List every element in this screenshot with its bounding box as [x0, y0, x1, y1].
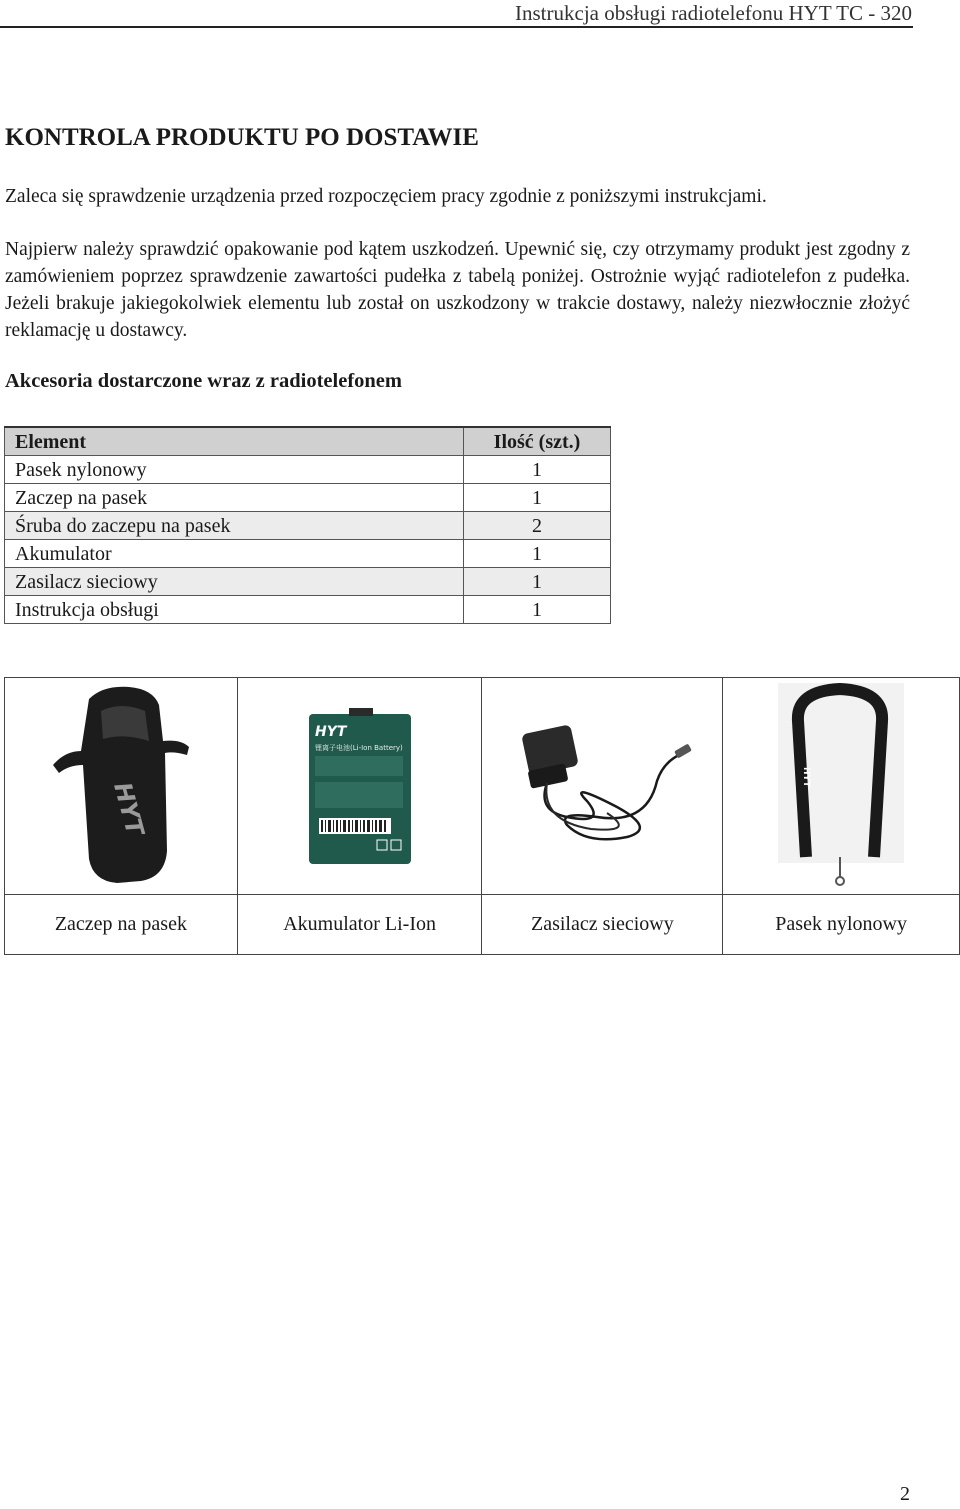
lanyard-image: [776, 681, 906, 891]
header-rule: [0, 26, 913, 28]
battery-image: [305, 706, 415, 866]
table-row: [5, 484, 611, 512]
item-quantity: 1: [464, 484, 611, 512]
item-quantity: 1: [464, 568, 611, 596]
item-quantity: 2: [464, 512, 611, 540]
caption-power-adapter: Zasilacz sieciowy: [482, 895, 723, 955]
item-name: Śruba do zaczepu na pasek: [5, 512, 464, 540]
belt-clip-cell: [5, 678, 238, 895]
intro-paragraph: Zaleca się sprawdzenie urządzenia przed rozpoczęciem pracy zgodnie z poniższymi instrukcjami.: [5, 186, 767, 207]
belt-clip-image: [41, 681, 201, 891]
table-row: [5, 568, 611, 596]
caption-belt-clip: Zaczep na pasek: [5, 895, 238, 955]
item-quantity: 1: [464, 596, 611, 624]
accessories-subtitle: Akcesoria dostarczone wraz z radiotelefonem: [5, 370, 402, 392]
accessories-gallery: [4, 677, 960, 955]
battery-label: 锂离子电池(Li-Ion Battery): [314, 744, 403, 752]
power-adapter-image: [507, 721, 697, 851]
table-row: [5, 596, 611, 624]
item-name: Pasek nylonowy: [5, 456, 464, 484]
caption-lanyard: Pasek nylonowy: [723, 895, 960, 955]
item-quantity: 1: [464, 456, 611, 484]
accessories-table: [4, 426, 611, 624]
item-name: Akumulator: [5, 540, 464, 568]
instructions-paragraph: Najpierw należy sprawdzić opakowanie pod kątem uszkodzeń. Upewnić się, czy otrzymamy produkt jest zgodny z zamówieniem poprzez sprawdzenie zawartości pudełka z tabelą poniżej. Ostrożnie wyjąć radiotelefon z pudełka. Jeżeli brakuje jakiegokolwiek elementu lub został on uszkodzony w trakcie dostawy, należy niezwłocznie złożyć reklamację u dostawcy.: [5, 239, 910, 341]
table-row: [5, 540, 611, 568]
battery-cell: [237, 678, 482, 895]
section-title: KONTROLA PRODUKTU PO DOSTAWIE: [5, 124, 479, 151]
lanyard-cell: [723, 678, 960, 895]
column-header-quantity: Ilość (szt.): [464, 427, 611, 456]
table-row: [5, 456, 611, 484]
item-name: Zasilacz sieciowy: [5, 568, 464, 596]
battery-logo: HYT: [314, 724, 347, 740]
running-header: Instrukcja obsługi radiotelefonu HYT TC - 320: [515, 1, 912, 25]
belt-clip-logo: HYT: [108, 779, 150, 839]
caption-battery: Akumulator Li-Ion: [237, 895, 482, 955]
item-quantity: 1: [464, 540, 611, 568]
lanyard-logo: HYT: [801, 767, 812, 788]
item-name: Instrukcja obsługi: [5, 596, 464, 624]
page-number: 2: [900, 1483, 910, 1505]
table-header-row: [5, 427, 611, 456]
column-header-element: Element: [5, 427, 464, 456]
table-row: [5, 512, 611, 540]
adapter-cell: [482, 678, 723, 895]
item-name: Zaczep na pasek: [5, 484, 464, 512]
